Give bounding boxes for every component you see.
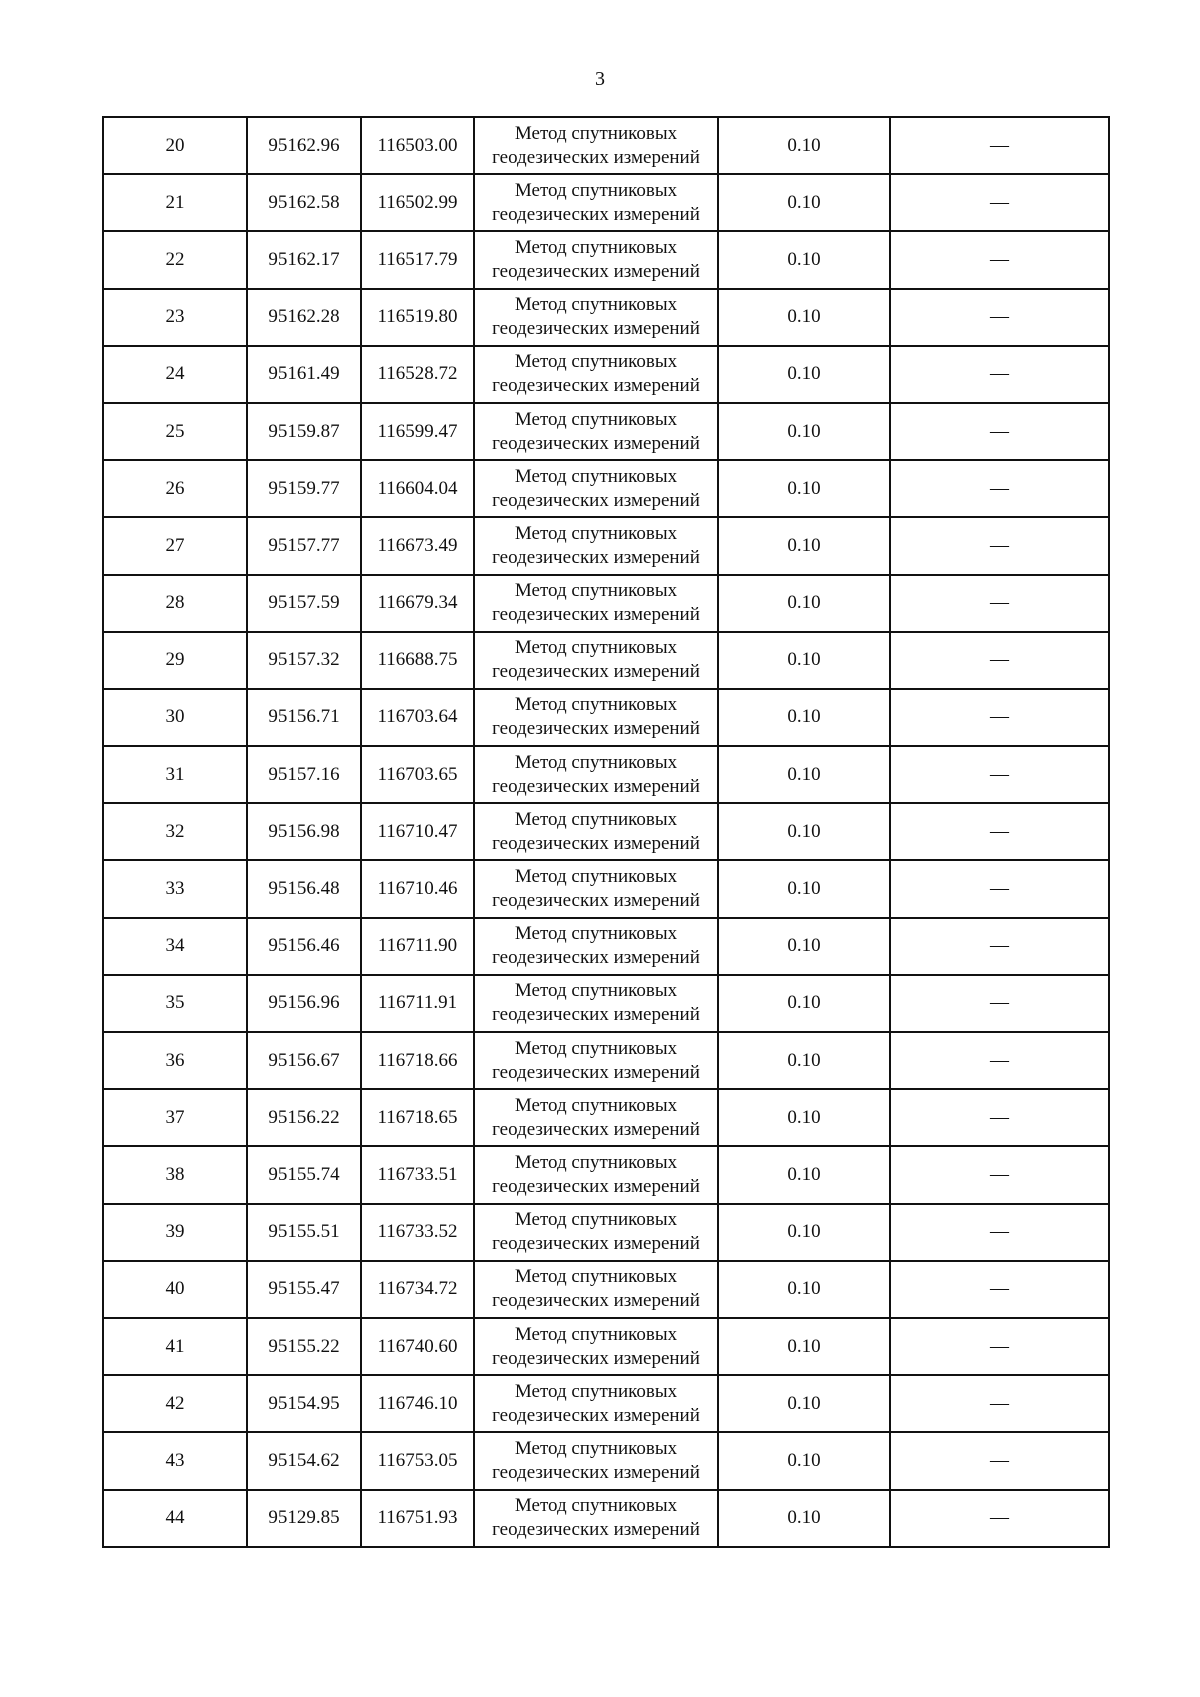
method-cell: Метод спутниковых геодезических измерений	[474, 1146, 718, 1203]
accuracy-cell: 0.10	[718, 1490, 890, 1547]
coordinates-table	[102, 116, 1110, 1548]
point-number-cell: 25	[103, 403, 247, 460]
note-cell: —	[890, 575, 1109, 632]
method-cell: Метод спутниковых геодезических измерений	[474, 403, 718, 460]
point-number-cell: 20	[103, 117, 247, 174]
x-coordinate-cell: 95155.51	[247, 1204, 361, 1261]
accuracy-cell: 0.10	[718, 231, 890, 288]
note-cell: —	[890, 860, 1109, 917]
x-coordinate-cell: 95159.87	[247, 403, 361, 460]
note-cell: —	[890, 231, 1109, 288]
y-coordinate-cell: 116688.75	[361, 632, 474, 689]
note-cell: —	[890, 403, 1109, 460]
y-coordinate-cell: 116746.10	[361, 1375, 474, 1432]
note-cell: —	[890, 346, 1109, 403]
method-cell: Метод спутниковых геодезических измерений	[474, 860, 718, 917]
accuracy-cell: 0.10	[718, 1432, 890, 1489]
x-coordinate-cell: 95161.49	[247, 346, 361, 403]
table-row	[103, 403, 1109, 460]
note-cell: —	[890, 1261, 1109, 1318]
x-coordinate-cell: 95154.62	[247, 1432, 361, 1489]
x-coordinate-cell: 95162.96	[247, 117, 361, 174]
point-number-cell: 44	[103, 1490, 247, 1547]
table-row	[103, 231, 1109, 288]
method-cell: Метод спутниковых геодезических измерений	[474, 346, 718, 403]
accuracy-cell: 0.10	[718, 346, 890, 403]
x-coordinate-cell: 95162.28	[247, 289, 361, 346]
table-row	[103, 860, 1109, 917]
note-cell: —	[890, 689, 1109, 746]
accuracy-cell: 0.10	[718, 517, 890, 574]
table-row	[103, 346, 1109, 403]
method-cell: Метод спутниковых геодезических измерений	[474, 1490, 718, 1547]
y-coordinate-cell: 116703.65	[361, 746, 474, 803]
x-coordinate-cell: 95162.17	[247, 231, 361, 288]
point-number-cell: 42	[103, 1375, 247, 1432]
y-coordinate-cell: 116733.52	[361, 1204, 474, 1261]
point-number-cell: 21	[103, 174, 247, 231]
method-cell: Метод спутниковых геодезических измерений	[474, 746, 718, 803]
x-coordinate-cell: 95129.85	[247, 1490, 361, 1547]
table-row	[103, 517, 1109, 574]
table-row	[103, 1318, 1109, 1375]
method-cell: Метод спутниковых геодезических измерений	[474, 231, 718, 288]
table-row	[103, 632, 1109, 689]
method-cell: Метод спутниковых геодезических измерений	[474, 1089, 718, 1146]
table-row	[103, 918, 1109, 975]
note-cell: —	[890, 517, 1109, 574]
y-coordinate-cell: 116599.47	[361, 403, 474, 460]
method-cell: Метод спутниковых геодезических измерений	[474, 1375, 718, 1432]
y-coordinate-cell: 116517.79	[361, 231, 474, 288]
table-row	[103, 689, 1109, 746]
note-cell: —	[890, 1432, 1109, 1489]
x-coordinate-cell: 95157.32	[247, 632, 361, 689]
point-number-cell: 37	[103, 1089, 247, 1146]
point-number-cell: 36	[103, 1032, 247, 1089]
method-cell: Метод спутниковых геодезических измерений	[474, 1204, 718, 1261]
note-cell: —	[890, 174, 1109, 231]
method-cell: Метод спутниковых геодезических измерений	[474, 1318, 718, 1375]
accuracy-cell: 0.10	[718, 975, 890, 1032]
accuracy-cell: 0.10	[718, 117, 890, 174]
y-coordinate-cell: 116718.65	[361, 1089, 474, 1146]
y-coordinate-cell: 116740.60	[361, 1318, 474, 1375]
table-row	[103, 746, 1109, 803]
x-coordinate-cell: 95157.16	[247, 746, 361, 803]
y-coordinate-cell: 116673.49	[361, 517, 474, 574]
accuracy-cell: 0.10	[718, 803, 890, 860]
point-number-cell: 31	[103, 746, 247, 803]
point-number-cell: 28	[103, 575, 247, 632]
x-coordinate-cell: 95156.96	[247, 975, 361, 1032]
note-cell: —	[890, 117, 1109, 174]
method-cell: Метод спутниковых геодезических измерений	[474, 632, 718, 689]
note-cell: —	[890, 1032, 1109, 1089]
method-cell: Метод спутниковых геодезических измерений	[474, 1261, 718, 1318]
accuracy-cell: 0.10	[718, 918, 890, 975]
x-coordinate-cell: 95162.58	[247, 174, 361, 231]
point-number-cell: 39	[103, 1204, 247, 1261]
y-coordinate-cell: 116711.91	[361, 975, 474, 1032]
table-row	[103, 575, 1109, 632]
x-coordinate-cell: 95156.98	[247, 803, 361, 860]
table-row	[103, 1146, 1109, 1203]
table-row	[103, 1089, 1109, 1146]
y-coordinate-cell: 116710.47	[361, 803, 474, 860]
point-number-cell: 33	[103, 860, 247, 917]
point-number-cell: 35	[103, 975, 247, 1032]
note-cell: —	[890, 746, 1109, 803]
page-number: 3	[595, 68, 605, 90]
accuracy-cell: 0.10	[718, 746, 890, 803]
y-coordinate-cell: 116718.66	[361, 1032, 474, 1089]
method-cell: Метод спутниковых геодезических измерений	[474, 689, 718, 746]
table-row	[103, 460, 1109, 517]
y-coordinate-cell: 116711.90	[361, 918, 474, 975]
table-row	[103, 1261, 1109, 1318]
point-number-cell: 30	[103, 689, 247, 746]
point-number-cell: 32	[103, 803, 247, 860]
note-cell: —	[890, 289, 1109, 346]
x-coordinate-cell: 95157.59	[247, 575, 361, 632]
x-coordinate-cell: 95159.77	[247, 460, 361, 517]
coordinates-table-body	[103, 117, 1109, 1547]
y-coordinate-cell: 116751.93	[361, 1490, 474, 1547]
table-row	[103, 174, 1109, 231]
table-row	[103, 1490, 1109, 1547]
table-row	[103, 1432, 1109, 1489]
note-cell: —	[890, 1089, 1109, 1146]
note-cell: —	[890, 1146, 1109, 1203]
x-coordinate-cell: 95156.22	[247, 1089, 361, 1146]
x-coordinate-cell: 95157.77	[247, 517, 361, 574]
method-cell: Метод спутниковых геодезических измерений	[474, 918, 718, 975]
x-coordinate-cell: 95155.74	[247, 1146, 361, 1203]
table-row	[103, 117, 1109, 174]
accuracy-cell: 0.10	[718, 689, 890, 746]
y-coordinate-cell: 116734.72	[361, 1261, 474, 1318]
note-cell: —	[890, 1490, 1109, 1547]
accuracy-cell: 0.10	[718, 575, 890, 632]
accuracy-cell: 0.10	[718, 460, 890, 517]
y-coordinate-cell: 116710.46	[361, 860, 474, 917]
method-cell: Метод спутниковых геодезических измерений	[474, 289, 718, 346]
point-number-cell: 34	[103, 918, 247, 975]
accuracy-cell: 0.10	[718, 403, 890, 460]
x-coordinate-cell: 95156.46	[247, 918, 361, 975]
table-row	[103, 289, 1109, 346]
accuracy-cell: 0.10	[718, 632, 890, 689]
point-number-cell: 43	[103, 1432, 247, 1489]
note-cell: —	[890, 632, 1109, 689]
point-number-cell: 27	[103, 517, 247, 574]
accuracy-cell: 0.10	[718, 1146, 890, 1203]
method-cell: Метод спутниковых геодезических измерений	[474, 117, 718, 174]
accuracy-cell: 0.10	[718, 289, 890, 346]
accuracy-cell: 0.10	[718, 1375, 890, 1432]
accuracy-cell: 0.10	[718, 1318, 890, 1375]
point-number-cell: 22	[103, 231, 247, 288]
accuracy-cell: 0.10	[718, 1261, 890, 1318]
table-row	[103, 975, 1109, 1032]
point-number-cell: 38	[103, 1146, 247, 1203]
note-cell: —	[890, 1318, 1109, 1375]
table-row	[103, 1204, 1109, 1261]
accuracy-cell: 0.10	[718, 860, 890, 917]
method-cell: Метод спутниковых геодезических измерений	[474, 174, 718, 231]
method-cell: Метод спутниковых геодезических измерений	[474, 575, 718, 632]
y-coordinate-cell: 116519.80	[361, 289, 474, 346]
method-cell: Метод спутниковых геодезических измерений	[474, 975, 718, 1032]
y-coordinate-cell: 116703.64	[361, 689, 474, 746]
y-coordinate-cell: 116528.72	[361, 346, 474, 403]
accuracy-cell: 0.10	[718, 1204, 890, 1261]
x-coordinate-cell: 95155.47	[247, 1261, 361, 1318]
point-number-cell: 26	[103, 460, 247, 517]
y-coordinate-cell: 116502.99	[361, 174, 474, 231]
table-row	[103, 1032, 1109, 1089]
y-coordinate-cell: 116679.34	[361, 575, 474, 632]
y-coordinate-cell: 116503.00	[361, 117, 474, 174]
method-cell: Метод спутниковых геодезических измерений	[474, 517, 718, 574]
x-coordinate-cell: 95155.22	[247, 1318, 361, 1375]
note-cell: —	[890, 918, 1109, 975]
x-coordinate-cell: 95156.48	[247, 860, 361, 917]
point-number-cell: 23	[103, 289, 247, 346]
point-number-cell: 41	[103, 1318, 247, 1375]
x-coordinate-cell: 95156.67	[247, 1032, 361, 1089]
note-cell: —	[890, 975, 1109, 1032]
table-row	[103, 803, 1109, 860]
point-number-cell: 29	[103, 632, 247, 689]
x-coordinate-cell: 95154.95	[247, 1375, 361, 1432]
accuracy-cell: 0.10	[718, 174, 890, 231]
x-coordinate-cell: 95156.71	[247, 689, 361, 746]
accuracy-cell: 0.10	[718, 1089, 890, 1146]
y-coordinate-cell: 116733.51	[361, 1146, 474, 1203]
accuracy-cell: 0.10	[718, 1032, 890, 1089]
method-cell: Метод спутниковых геодезических измерений	[474, 803, 718, 860]
method-cell: Метод спутниковых геодезических измерений	[474, 1432, 718, 1489]
y-coordinate-cell: 116753.05	[361, 1432, 474, 1489]
point-number-cell: 40	[103, 1261, 247, 1318]
note-cell: —	[890, 1375, 1109, 1432]
table-row	[103, 1375, 1109, 1432]
y-coordinate-cell: 116604.04	[361, 460, 474, 517]
note-cell: —	[890, 803, 1109, 860]
point-number-cell: 24	[103, 346, 247, 403]
method-cell: Метод спутниковых геодезических измерений	[474, 1032, 718, 1089]
method-cell: Метод спутниковых геодезических измерений	[474, 460, 718, 517]
note-cell: —	[890, 460, 1109, 517]
note-cell: —	[890, 1204, 1109, 1261]
